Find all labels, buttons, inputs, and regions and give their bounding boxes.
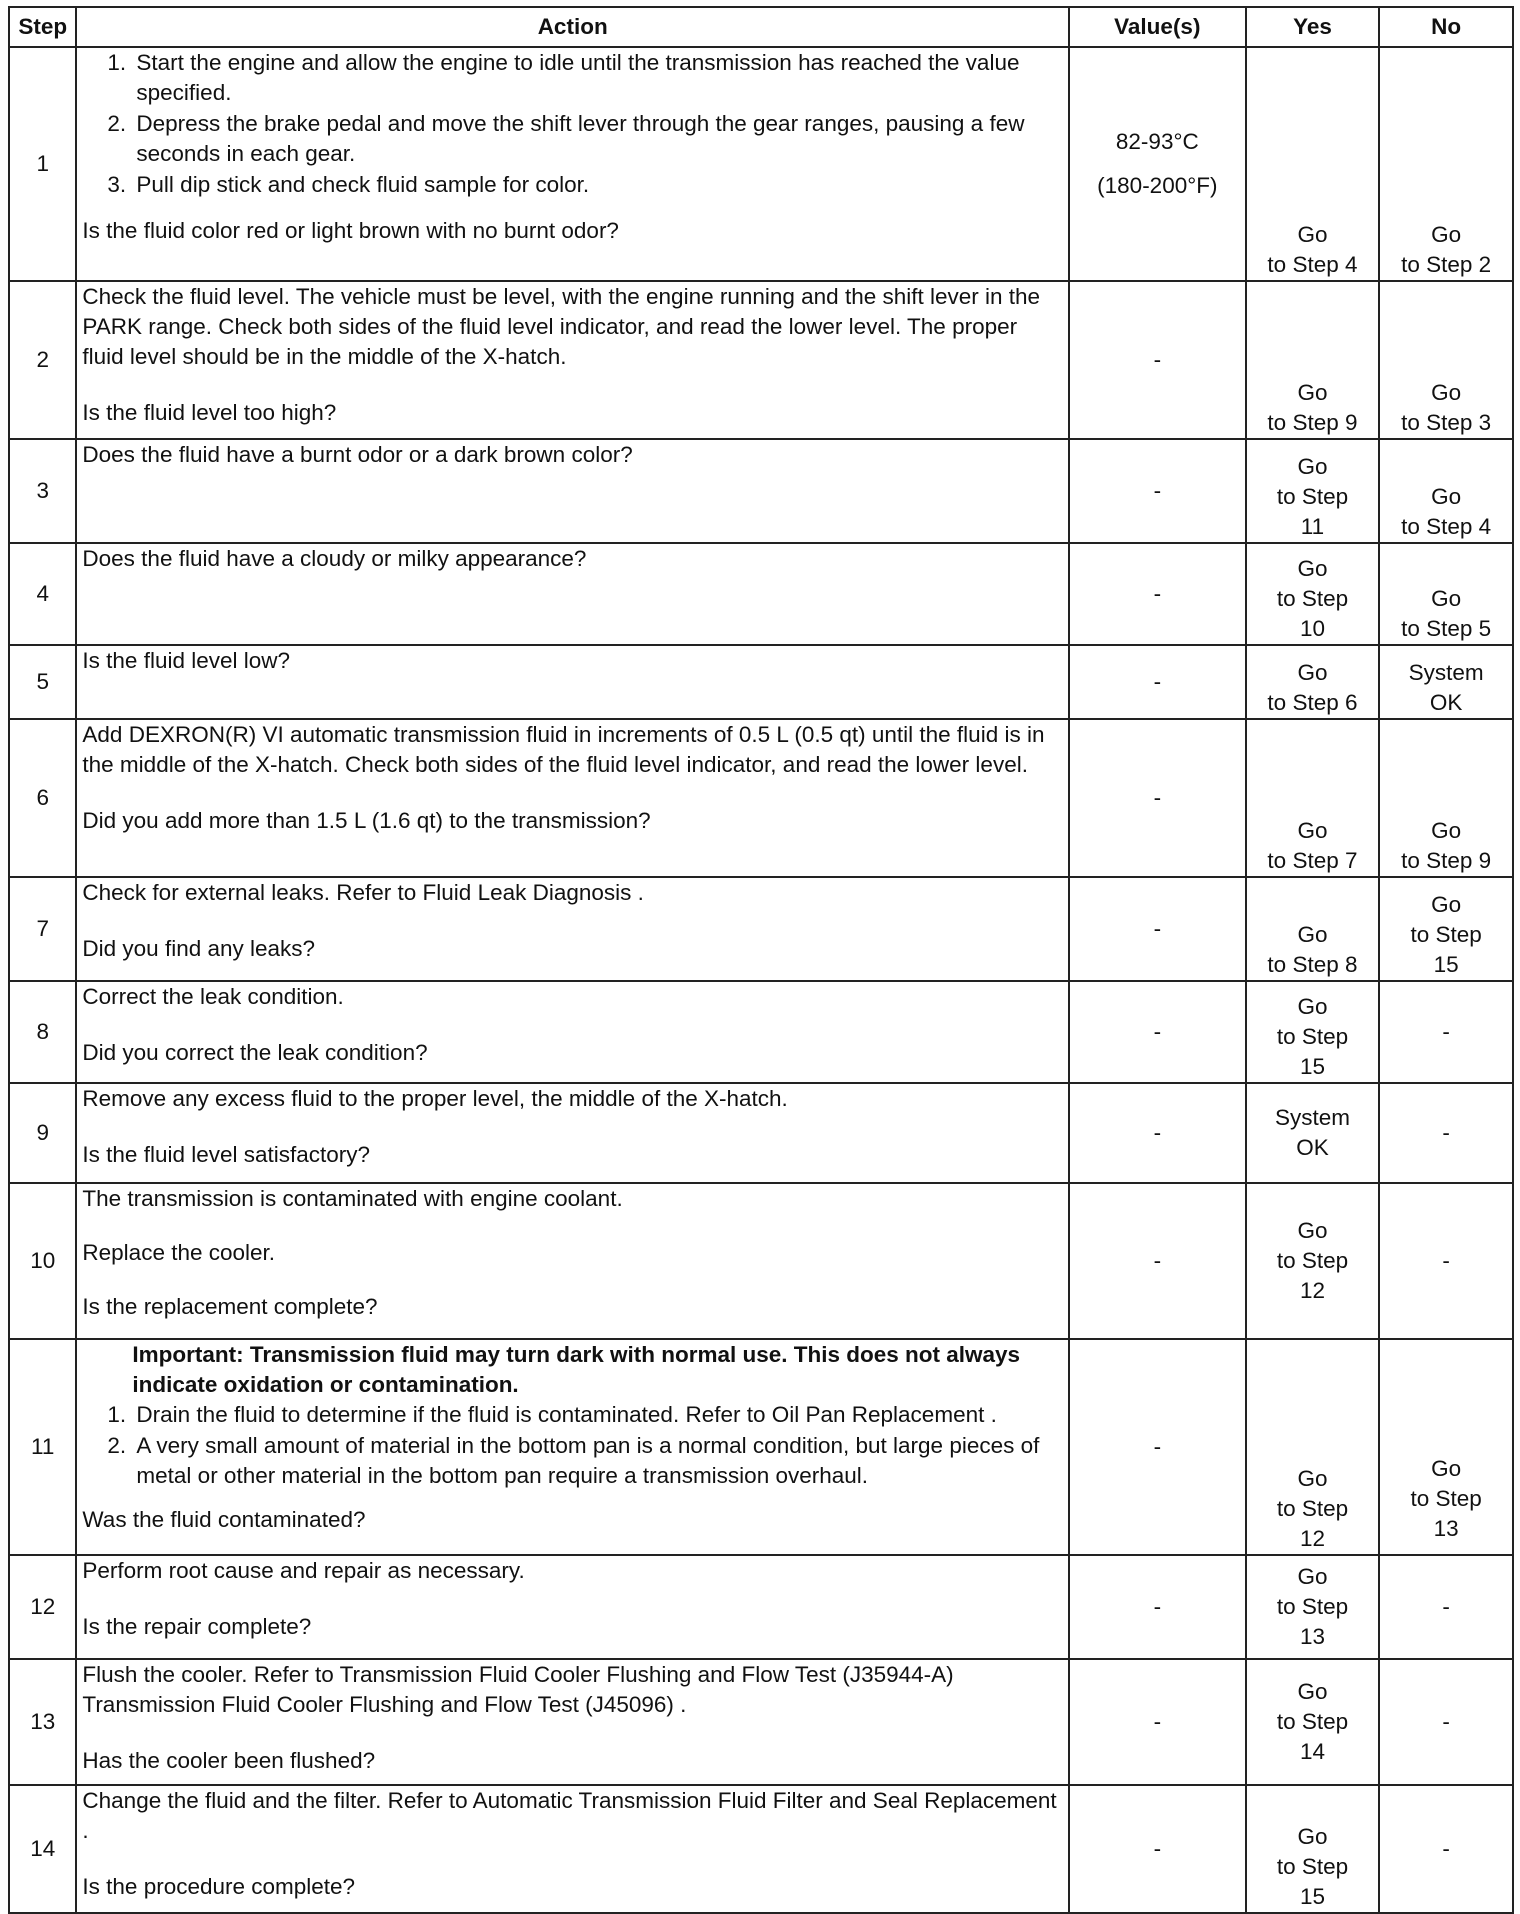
value-cell: - [1069,1659,1246,1785]
no-text: 13 [1433,1516,1459,1541]
yes-cell [1246,981,1380,1083]
no-cell [1379,719,1513,877]
action-text: Check for external leaks. Refer to Fluid Leak Diagnosis . [82,880,644,905]
yes-text: 12 [1299,1526,1325,1551]
yes-cell [1246,645,1380,719]
value-cell: - [1069,1339,1246,1555]
action-cell [76,47,1069,281]
action-cell [76,719,1069,877]
list-item: 2. A very small amount of material in the bottom pan is a normal condition, but large pieces of metal or other material in the bottom pan require a transmission overhaul. [132,1431,1063,1491]
step-number: 7 [9,877,76,981]
action-text: Is the fluid level low? [82,648,291,673]
yes-cell [1246,439,1380,543]
yes-text: to Step [1276,1594,1349,1619]
action-text: Replace the cooler. [82,1240,276,1265]
no-cell: - [1379,1659,1513,1785]
value-celsius: 82-93°C [1115,129,1199,154]
table-row [9,1785,1513,1913]
yes-cell [1246,1659,1380,1785]
no-cell [1379,645,1513,719]
table-row [9,543,1513,645]
action-cell [76,1339,1069,1555]
important-note: Important: Transmission fluid may turn dark with normal use. This does not always indicate oxidation or contamination. [132,1342,1021,1397]
no-text: Go [1431,1456,1462,1481]
no-cell [1379,47,1513,281]
step-number: 1 [9,47,76,281]
yes-text: Go [1297,994,1328,1019]
yes-text: System [1274,1105,1350,1130]
value-cell: - [1069,719,1246,877]
no-cell: - [1379,981,1513,1083]
value-cell: - [1069,645,1246,719]
list-item: 1. Drain the fluid to determine if the fluid is contaminated. Refer to Oil Pan Replacement . [132,1400,1063,1430]
value-cell: - [1069,543,1246,645]
yes-cell [1246,1555,1380,1659]
action-cell [76,1083,1069,1183]
yes-text: Go [1297,818,1328,843]
numbered-list [104,1400,1063,1491]
numbered-list [104,48,1063,200]
step-number: 2 [9,281,76,439]
table-row [9,1083,1513,1183]
action-cell [76,1183,1069,1339]
step-number: 10 [9,1183,76,1339]
no-cell: - [1379,1555,1513,1659]
no-text: to Step 2 [1401,252,1492,277]
table-row [9,645,1513,719]
action-cell [76,1555,1069,1659]
yes-text: to Step 7 [1267,848,1358,873]
value-fahrenheit: (180-200°F) [1097,173,1218,198]
action-text: Perform root cause and repair as necessary. [82,1558,525,1583]
yes-cell [1246,719,1380,877]
no-text: System [1408,660,1484,685]
list-item: 1. Start the engine and allow the engine to idle until the transmission has reached the value specified. [132,48,1063,108]
value-cell: - [1069,1083,1246,1183]
no-text: to Step 4 [1401,514,1492,539]
yes-text: to Step 8 [1267,952,1358,977]
header-step: Step [9,7,76,47]
no-cell [1379,1339,1513,1555]
value-cell [1069,47,1246,281]
action-text: Check the fluid level. The vehicle must be level, with the engine running and the shift lever in the PARK range. Check both sides of the fluid level indicator, and read the lower level. The proper fluid level should be in the middle of the X-hatch. [82,284,1041,369]
value-cell: - [1069,1183,1246,1339]
action-text: Remove any excess fluid to the proper level, the middle of the X-hatch. [82,1086,788,1111]
yes-cell [1246,1339,1380,1555]
yes-text: 11 [1300,514,1325,539]
action-text: Does the fluid have a cloudy or milky appearance? [82,546,587,571]
yes-cell [1246,1183,1380,1339]
yes-text: OK [1296,1135,1329,1160]
no-text: to Step 9 [1401,848,1492,873]
yes-text: to Step [1276,484,1349,509]
yes-text: 10 [1299,616,1325,641]
step-number: 11 [9,1339,76,1555]
yes-text: Go [1297,454,1328,479]
yes-cell [1246,877,1380,981]
question-text: Did you correct the leak condition? [82,1040,428,1065]
diagnostic-table [8,6,1514,1914]
yes-cell [1246,543,1380,645]
no-cell [1379,543,1513,645]
table-row [9,1659,1513,1785]
no-text: Go [1431,484,1462,509]
table-row [9,439,1513,543]
yes-text: to Step [1276,1709,1349,1734]
step-number: 4 [9,543,76,645]
yes-text: Go [1297,1564,1328,1589]
yes-text: Go [1297,380,1328,405]
question-text: Is the repair complete? [82,1614,312,1639]
value-cell: - [1069,1785,1246,1913]
no-text: Go [1431,892,1462,917]
action-text: Add DEXRON(R) VI automatic transmission fluid in increments of 0.5 L (0.5 qt) until the fluid is in the middle of the X-hatch. Check both sides of the fluid level indicator, and read the lower level. [82,722,1045,777]
header-no: No [1379,7,1513,47]
question-text: Has the cooler been flushed? [82,1748,376,1773]
yes-text: 15 [1299,1884,1325,1909]
list-item: 2. Depress the brake pedal and move the shift lever through the gear ranges, pausing a few seconds in each gear. [132,109,1063,169]
action-cell [76,1785,1069,1913]
table-row [9,981,1513,1083]
yes-text: 14 [1299,1739,1325,1764]
question-text: Is the replacement complete? [82,1294,378,1319]
yes-text: 12 [1299,1278,1325,1303]
action-text: Flush the cooler. Refer to Transmission Fluid Cooler Flushing and Flow Test (J35944-A) Transmission Fluid Cooler Flushing and Flow Test (J45096) . [82,1662,954,1717]
yes-cell [1246,47,1380,281]
list-item: 3. Pull dip stick and check fluid sample for color. [132,170,1063,200]
yes-text: to Step [1276,1496,1349,1521]
header-yes: Yes [1246,7,1380,47]
yes-text: Go [1297,556,1328,581]
step-number: 9 [9,1083,76,1183]
yes-text: 15 [1299,1054,1325,1079]
yes-cell [1246,1785,1380,1913]
yes-cell [1246,281,1380,439]
yes-text: Go [1297,1824,1328,1849]
yes-text: Go [1297,1218,1328,1243]
action-cell [76,543,1069,645]
table-row [9,719,1513,877]
action-cell [76,1659,1069,1785]
table-row [9,877,1513,981]
step-number: 12 [9,1555,76,1659]
no-text: Go [1431,586,1462,611]
no-text: to Step 5 [1401,616,1492,641]
action-cell [76,877,1069,981]
table-row [9,281,1513,439]
action-cell [76,439,1069,543]
yes-text: to Step [1276,1854,1349,1879]
no-cell: - [1379,1785,1513,1913]
value-cell: - [1069,1555,1246,1659]
header-values: Value(s) [1069,7,1246,47]
action-cell [76,981,1069,1083]
step-number: 5 [9,645,76,719]
no-cell: - [1379,1083,1513,1183]
action-cell [76,281,1069,439]
step-number: 14 [9,1785,76,1913]
value-cell: - [1069,439,1246,543]
step-number: 3 [9,439,76,543]
no-text: 15 [1433,952,1459,977]
no-text: OK [1429,690,1463,715]
step-number: 8 [9,981,76,1083]
value-cell: - [1069,281,1246,439]
question-text: Did you find any leaks? [82,936,316,961]
value-cell: - [1069,981,1246,1083]
no-text: to Step [1410,1486,1482,1511]
yes-text: 13 [1299,1624,1325,1649]
question-text: Did you add more than 1.5 L (1.6 qt) to the transmission? [82,808,651,833]
no-cell [1379,439,1513,543]
header-row [9,7,1513,47]
table-row [9,1183,1513,1339]
table-row [9,1555,1513,1659]
action-text: The transmission is contaminated with engine coolant. [82,1186,623,1211]
question-text: Was the fluid contaminated? [82,1507,366,1532]
action-text: Correct the leak condition. [82,984,344,1009]
no-cell [1379,281,1513,439]
yes-text: to Step 6 [1267,690,1358,715]
header-action: Action [76,7,1069,47]
yes-text: to Step 4 [1267,252,1358,277]
no-cell: - [1379,1183,1513,1339]
yes-text: Go [1297,1679,1328,1704]
action-cell [76,645,1069,719]
yes-text: to Step [1276,1248,1349,1273]
step-number: 13 [9,1659,76,1785]
table-row [9,1339,1513,1555]
no-text: to Step 3 [1401,410,1492,435]
yes-text: to Step 9 [1267,410,1358,435]
yes-text: to Step [1276,586,1349,611]
question-text: Is the fluid level too high? [82,400,337,425]
question-text: Is the fluid level satisfactory? [82,1142,371,1167]
value-cell: - [1069,877,1246,981]
yes-text: Go [1297,1466,1328,1491]
no-text: to Step [1410,922,1482,947]
question-text: Is the procedure complete? [82,1874,356,1899]
question-text: Is the fluid color red or light brown with no burnt odor? [82,218,619,243]
yes-text: Go [1297,660,1328,685]
no-cell [1379,877,1513,981]
step-number: 6 [9,719,76,877]
table-row [9,47,1513,281]
action-text: Does the fluid have a burnt odor or a dark brown color? [82,442,633,467]
yes-text: Go [1297,922,1328,947]
action-text: Change the fluid and the filter. Refer to Automatic Transmission Fluid Filter and Seal Replacement . [82,1788,1057,1843]
no-text: Go [1431,818,1462,843]
yes-text: Go [1297,222,1328,247]
no-text: Go [1431,380,1462,405]
no-text: Go [1431,222,1462,247]
yes-text: to Step [1276,1024,1349,1049]
yes-cell [1246,1083,1380,1183]
